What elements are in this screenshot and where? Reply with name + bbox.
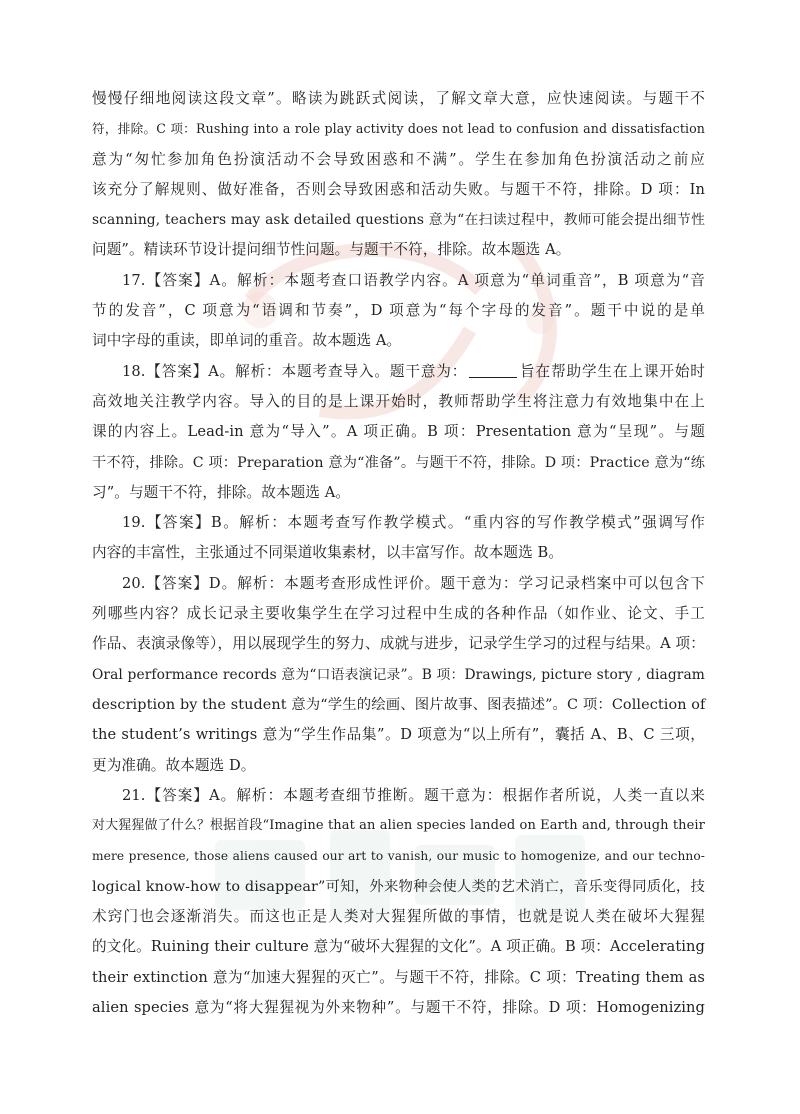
text-line-17: 20.【答案】D。解析：本题考查形成性评价。题干意为：学习记录档案中可以包含下 xyxy=(122,574,705,592)
text-line-27: logical know-how to disappear”可知，外来物种会使人类的艺术消亡，音乐变得同质化，技 xyxy=(92,878,705,895)
q18-stem-end: 旨在帮助学生在上课开始时 xyxy=(519,362,705,380)
text-line-6: 问题”。精读环节设计提问细节性问题。与题干不符，排除。故本题选 A。 xyxy=(92,241,571,259)
text-line-3: 意为“匆忙参加角色扮演活动不会导致困惑和不满”。学生在参加角色扮演活动之前应 xyxy=(92,150,705,168)
text-line-31: alien species 意为“将大猩猩视为外来物种”。与题干不符，排除。D 项：Homogenizing xyxy=(92,998,705,1016)
text-line-23: 更为准确。故本题选 D。 xyxy=(92,756,256,774)
fill-in-blank xyxy=(469,361,517,378)
text-line-11: 高效地关注教学内容。导入的目的是上课开始时，教师帮助学生将注意力有效地集中在上 xyxy=(92,392,705,410)
text-line-14: 习”。与题干不符，排除。故本题选 A。 xyxy=(92,483,351,501)
text-line-10 xyxy=(92,357,705,387)
q18-stem-start: 18.【答案】A。解析：本题考查导入。题干意为： xyxy=(122,362,468,380)
text-line-29: 的文化。Ruining their culture 意为“破坏大猩猩的文化”。A 项正确。B 项：Accelerating xyxy=(92,938,705,956)
document-body xyxy=(92,84,705,1023)
text-line-9: 词中字母的重读，即单词的重音。故本题选 A。 xyxy=(92,332,402,350)
text-line-12: 课的内容上。Lead-in 意为“导入”。A 项正确。B 项：Presentation 意为“呈现”。与题 xyxy=(92,423,705,441)
text-line-18: 列哪些内容？成长记录主要收集学生在学习过程中生成的各种作品（如作业、论文、手工 xyxy=(92,605,705,623)
text-line-24: 21.【答案】A。解析：本题考查细节推断。题干意为：根据作者所说，人类一直以来 xyxy=(122,786,705,804)
text-line-13: 干不符，排除。C 项：Preparation 意为“准备”。与题干不符，排除。D 项：Practice 意为“练 xyxy=(92,454,705,471)
text-line-16: 内容的丰富性，主张通过不同渠道收集素材，以丰富写作。故本题选 B。 xyxy=(92,544,564,562)
text-line-26: mere presence, those aliens caused our art to vanish, our music to homogenize, and our techno- xyxy=(92,849,705,864)
text-line-2: 符，排除。C 项：Rushing into a role play activity does not lead to confusion and dissatisfaction xyxy=(92,121,705,137)
text-line-20: Oral performance records 意为“口语表演记录”。B 项：Drawings, picture story , diagram xyxy=(92,666,705,683)
text-line-15: 19.【答案】B。解析：本题考查写作教学模式。“重内容的写作教学模式”强调写作 xyxy=(122,514,705,532)
text-line-19: 作品、表演录像等），用以展现学生的努力、成就与进步，记录学生学习的过程与结果。A 项： xyxy=(92,635,705,653)
text-line-8: 节的发音”，C 项意为“语调和节奏”，D 项意为“每个字母的发音”。题干中说的是单 xyxy=(92,302,705,320)
text-line-4: 该充分了解规则、做好准备，否则会导致困惑和活动失败。与题干不符，排除。D 项：In xyxy=(92,180,705,198)
text-line-5: scanning, teachers may ask detailed questions 意为“在扫读过程中，教师可能会提出细节性 xyxy=(92,212,705,229)
text-line-25: 对大猩猩做了什么？根据首段“Imagine that an alien species landed on Earth and, through their xyxy=(92,818,705,834)
text-line-22: the student’s writings 意为“学生作品集”。D 项意为“以上所有”，囊括 A、B、C 三项， xyxy=(92,726,705,744)
text-line-30: their extinction 意为“加速大猩猩的灭亡”。与题干不符，排除。C 项：Treating them as xyxy=(92,968,705,986)
text-line-28: 术窍门也会逐渐消失。而这也正是人类对大猩猩所做的事情，也就是说人类在破坏大猩猩 xyxy=(92,908,705,926)
text-line-21: description by the student 意为“学生的绘画、图片故事、图表描述”。C 项：Collection of xyxy=(92,696,706,713)
text-line-1: 慢慢仔细地阅读这段文章”。略读为跳跃式阅读，了解文章大意，应快速阅读。与题干不 xyxy=(92,90,705,107)
text-line-7: 17.【答案】A。解析：本题考查口语教学内容。A 项意为“单词重音”，B 项意为“音 xyxy=(122,271,705,289)
